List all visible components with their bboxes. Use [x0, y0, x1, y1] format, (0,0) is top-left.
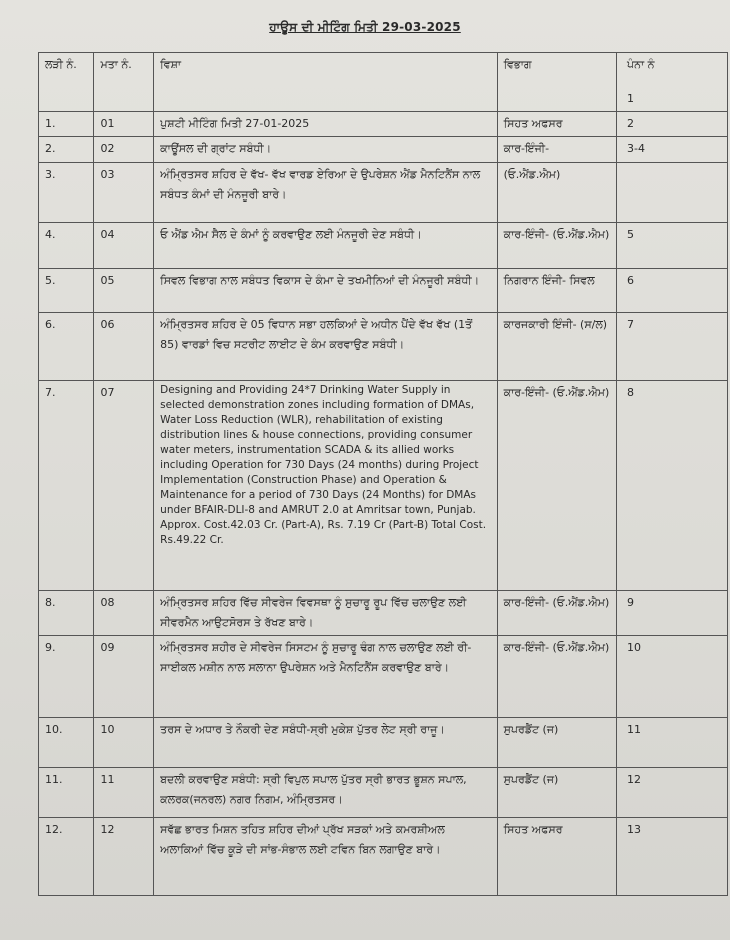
- table-row: [39, 381, 728, 591]
- row-sr: 9.: [39, 636, 94, 718]
- row-page: 8: [617, 381, 728, 591]
- row-page: 11: [617, 718, 728, 768]
- row-sr: 10.: [39, 718, 94, 768]
- row-mata: 08: [94, 591, 154, 636]
- row-sr: 7.: [39, 381, 94, 591]
- row-sr: 1.: [39, 112, 94, 137]
- header-page-label: ਪੰਨਾ ਨੰ: [627, 58, 655, 71]
- row-department: ਕਾਰ-ਇੰਜੀ- (ਓ.ਐਂਡ.ਐਮ): [497, 591, 616, 636]
- row-department: ਸੁਪਰਡੈਂਟ (ਜ): [497, 768, 616, 818]
- row-department: ਸਿਹਤ ਅਫਸਰ: [497, 818, 616, 896]
- row-mata: 05: [94, 269, 154, 313]
- table-row: [39, 718, 728, 768]
- row-page: 2: [617, 112, 728, 137]
- row-department: ਕਾਰ-ਇੰਜੀ- (ਓ.ਐਂਡ.ਐਮ): [497, 223, 616, 269]
- row-page: 3-4: [617, 137, 728, 163]
- table-header-row: [39, 53, 728, 112]
- document-title: ਹਾਊਸ ਦੀ ਮੀਟਿੰਗ ਮਿਤੀ 29-03-2025: [269, 20, 461, 34]
- row-mata: 01: [94, 112, 154, 137]
- row-subject: ਅੰਮ੍ਰਿਤਸਰ ਸ਼ਹਿਰ ਵਿੱਚ ਸੀਵਰੇਜ ਵਿਵਸਥਾ ਨੂੰ ਸੁਚਾਰੂ ਰੂਪ ਵਿੱਚ ਚਲਾਉਣ ਲਈ ਸੀਵਰਮੈਨ ਆਉਟਸੋਰਸ ਤੇ ਰੱਖਣ ਬਾਰੇ।: [154, 591, 497, 636]
- row-subject: ਪੁਸ਼ਟੀ ਮੀਟਿੰਗ ਮਿਤੀ 27-01-2025: [154, 112, 497, 137]
- row-department: ਕਾਰ-ਇੰਜੀ-: [497, 137, 616, 163]
- row-mata: 02: [94, 137, 154, 163]
- table-row: [39, 112, 728, 137]
- agenda-table: [38, 52, 728, 896]
- table-row: [39, 591, 728, 636]
- row-mata: 09: [94, 636, 154, 718]
- row-subject: ਸਵੱਛ ਭਾਰਤ ਮਿਸ਼ਨ ਤਹਿਤ ਸ਼ਹਿਰ ਦੀਆਂ ਪ੍ਰੱਖ ਸੜਕਾਂ ਅਤੇ ਕਮਰਸ਼ੀਅਲ ਅਲਾਕਿਆਂ ਵਿੱਚ ਕੂੜੇ ਦੀ ਸਾਂਭ-ਸੰਭਾਲ ਲਈ ਟਵਿਨ ਬਿਨ ਲਗਾਉਣ ਬਾਰੇ।: [154, 818, 497, 896]
- header-page-value: 1: [627, 92, 635, 105]
- row-subject: ਅੰਮ੍ਰਿਤਸਰ ਸ਼ਹਿਰ ਦੇ 05 ਵਿਧਾਨ ਸਭਾ ਹਲਕਿਆਂ ਦੇ ਅਧੀਨ ਪੈਂਦੇ ਵੱਖ ਵੱਖ (1ਤੋਂ 85) ਵਾਰਡਾਂ ਵਿਚ ਸਟਰੀਟ ਲਾਈਟ ਦੇ ਕੰਮ ਕਰਵਾਉਣ ਸਬੰਧੀ।: [154, 313, 497, 381]
- row-sr: 2.: [39, 137, 94, 163]
- row-subject: ਅੰਮ੍ਰਿਤਸਰ ਸ਼ਹਿਰ ਦੇ ਵੱਖ- ਵੱਖ ਵਾਰਡ ਏਰਿਆ ਦੇ ਉਪਰੇਸ਼ਨ ਐਂਡ ਮੈਨਟਿਨੈਂਸ ਨਾਲ ਸਬੰਧਤ ਕੰਮਾਂ ਦੀ ਮੰਨਜੂਰੀ ਬਾਰੇ।: [154, 163, 497, 223]
- row-page: 7: [617, 313, 728, 381]
- row-mata: 12: [94, 818, 154, 896]
- row-department: ਕਾਰਜਕਾਰੀ ਇੰਜੀ- (ਸ/ਲ): [497, 313, 616, 381]
- row-subject: ਬਦਲੀ ਕਰਵਾਉਣ ਸਬੰਧੀ: ਸ੍ਰੀ ਵਿਪੁਲ ਸਪਾਲ ਪੁੱਤਰ ਸ੍ਰੀ ਭਾਰਤ ਭੂਸ਼ਨ ਸਪਾਲ, ਕਲਰਕ(ਜਨਰਲ) ਨਗਰ ਨਿਗਮ, ਅੰਮ੍ਰਿਤਸਰ।: [154, 768, 497, 818]
- row-subject: ਸਿਵਲ ਵਿਭਾਗ ਨਾਲ ਸਬੰਧਤ ਵਿਕਾਸ ਦੇ ਕੰਮਾ ਦੇ ਤਖਮੀਨਿਆਂ ਦੀ ਮੰਨਜੂਰੀ ਸਬੰਧੀ।: [154, 269, 497, 313]
- table-row: [39, 768, 728, 818]
- row-department: (ਓ.ਐਂਡ.ਐਮ): [497, 163, 616, 223]
- row-mata: 10: [94, 718, 154, 768]
- row-sr: 3.: [39, 163, 94, 223]
- row-subject: ਕਾਊਂਸਲ ਦੀ ਗ੍ਰਾਂਟ ਸਬੰਧੀ।: [154, 137, 497, 163]
- row-mata: 06: [94, 313, 154, 381]
- table-row: [39, 818, 728, 896]
- row-department: ਨਿਗਰਾਨ ਇੰਜੀ- ਸਿਵਲ: [497, 269, 616, 313]
- table-row: [39, 223, 728, 269]
- table-row: [39, 313, 728, 381]
- row-sr: 8.: [39, 591, 94, 636]
- row-sr: 6.: [39, 313, 94, 381]
- table-row: [39, 137, 728, 163]
- table-row: [39, 163, 728, 223]
- table-row: [39, 636, 728, 718]
- row-page: 10: [617, 636, 728, 718]
- row-page: 6: [617, 269, 728, 313]
- row-sr: 5.: [39, 269, 94, 313]
- row-department: ਕਾਰ-ਇੰਜੀ- (ਓ.ਐਂਡ.ਐਮ): [497, 636, 616, 718]
- header-mata: ਮਤਾ ਨੰ.: [94, 53, 154, 112]
- row-department: ਸੁਪਰਡੈਂਟ (ਜ): [497, 718, 616, 768]
- row-subject: ਤਰਸ ਦੇ ਅਧਾਰ ਤੇ ਨੌਕਰੀ ਦੇਣ ਸਬੰਧੀ-ਸ੍ਰੀ ਮੁਕੇਸ਼ ਪੁੱਤਰ ਲੇਟ ਸ੍ਰੀ ਰਾਜੂ।: [154, 718, 497, 768]
- table-row: [39, 269, 728, 313]
- row-subject: Designing and Providing 24*7 Drinking Water Supply in selected demonstration zones including formation of DMAs, Water Loss Reduction (WLR), rehabilitation of existing distribution lines & house connections, providing consumer water meters, instrumentation SCADA & its allied works including Operation for 730 Days (24 months) during Project Implementation (Construction Phase) and Operation & Maintenance for a period of 730 Days (24 Months) for DMAs under BFAIR-DLI-8 and AMRUT 2.0 at Amritsar town, Punjab. Approx. Cost.42.03 Cr. (Part-A), Rs. 7.19 Cr (Part-B) Total Cost. Rs.49.22 Cr.: [154, 381, 497, 591]
- row-page: 12: [617, 768, 728, 818]
- row-page: 5: [617, 223, 728, 269]
- row-department: ਸਿਹਤ ਅਫਸਰ: [497, 112, 616, 137]
- row-sr: 12.: [39, 818, 94, 896]
- row-sr: 11.: [39, 768, 94, 818]
- row-department: ਕਾਰ-ਇੰਜੀ- (ਓ.ਐਂਡ.ਐਮ): [497, 381, 616, 591]
- header-vishta: ਵਿਸ਼ਾ: [154, 53, 497, 112]
- row-subject: ਓ ਐਂਡ ਐਮ ਸੈਲ ਦੇ ਕੰਮਾਂ ਨੂੰ ਕਰਵਾਉਣ ਲਈ ਮੰਨਜੂਰੀ ਦੇਣ ਸਬੰਧੀ।: [154, 223, 497, 269]
- row-mata: 04: [94, 223, 154, 269]
- row-mata: 07: [94, 381, 154, 591]
- row-page: 13: [617, 818, 728, 896]
- row-page: [617, 163, 728, 223]
- header-department: ਵਿਭਾਗ: [497, 53, 616, 112]
- row-mata: 03: [94, 163, 154, 223]
- row-subject: ਅੰਮ੍ਰਿਤਸਰ ਸ਼ਹੀਰ ਦੇ ਸੀਵਰੇਜ ਸਿਸਟਮ ਨੂੰ ਸੁਚਾਰੂ ਢੰਗ ਨਾਲ ਚਲਾਉਣ ਲਈ ਰੀ-ਸਾਈਕਲ ਮਸ਼ੀਨ ਨਾਲ ਸਲਾਨਾ ਉਪਰੇਸ਼ਨ ਅਤੇ ਮੈਨਟਿਨੈਂਸ ਕਰਵਾਉਣ ਬਾਰੇ।: [154, 636, 497, 718]
- row-sr: 4.: [39, 223, 94, 269]
- row-page: 9: [617, 591, 728, 636]
- row-mata: 11: [94, 768, 154, 818]
- header-sr: ਲੜੀ ਨੰ.: [39, 53, 94, 112]
- header-page: [617, 53, 728, 112]
